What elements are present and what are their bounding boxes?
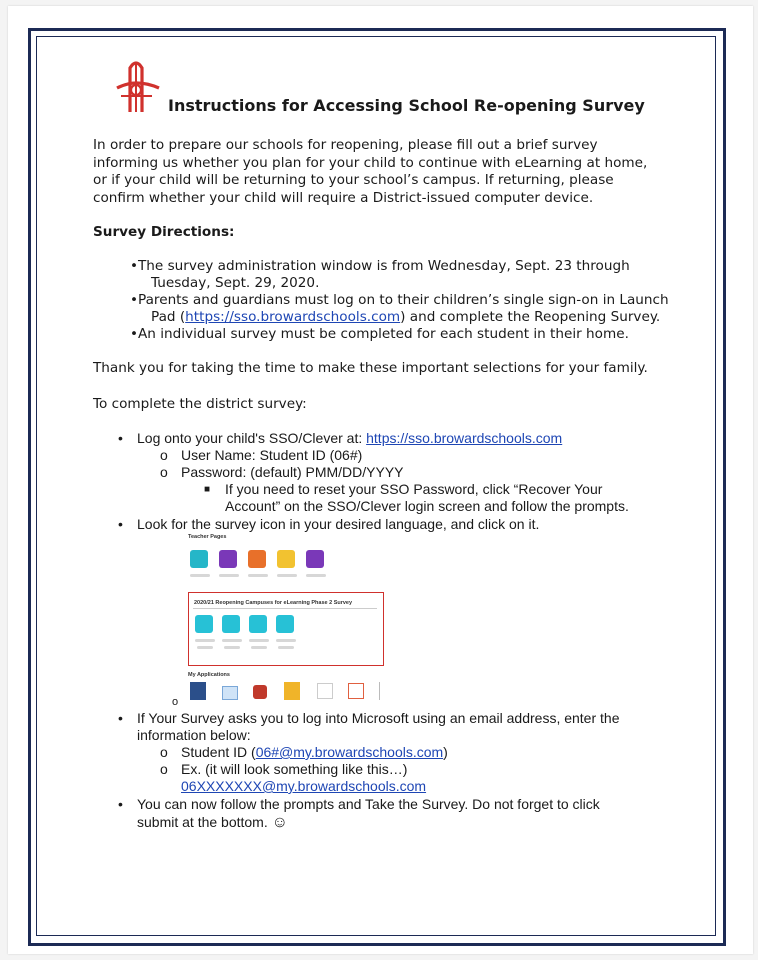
survey-tile-icon[interactable] [276, 615, 294, 633]
step-2: Look for the survey icon in your desired language, and click on it. [137, 516, 540, 532]
app-tile-icon[interactable] [219, 550, 237, 568]
survey-box-title: 2020/21 Reopening Campuses for eLearning Phase 2 Survey [194, 600, 353, 606]
sso-link[interactable]: https://sso.browardschools.com [185, 309, 401, 325]
app-icon[interactable] [253, 685, 267, 699]
survey-tile-icon[interactable] [249, 615, 267, 633]
square-bullet-icon: ■ [204, 484, 211, 495]
bullet-dot-icon: • [118, 430, 123, 446]
divider [193, 608, 377, 609]
bullet-dot-icon: • [118, 710, 123, 726]
circle-bullet-icon: o [172, 696, 179, 708]
app-icon[interactable] [284, 682, 300, 700]
survey-tile-icon[interactable] [222, 615, 240, 633]
step-3-line1: If Your Survey asks you to log into Microsoft using an email address, enter the [137, 710, 620, 726]
page-title: Instructions for Accessing School Re-opening Survey [168, 96, 645, 115]
step-3-example: Ex. (it will look something like this…) [181, 761, 408, 777]
my-applications-label: My Applications [188, 672, 230, 678]
direction-bullet-3: •An individual survey must be completed for each student in their home. [130, 326, 629, 342]
direction-bullet-2: •Parents and guardians must log on to their children’s single sign-on in Launch [130, 292, 669, 308]
step-4-line2: submit at the bottom. ☺ [137, 814, 288, 831]
step-4-line1: You can now follow the prompts and Take the Survey. Do not forget to click [137, 796, 600, 812]
step-3-line2: information below: [137, 727, 251, 743]
survey-tile-icon[interactable] [195, 615, 213, 633]
bullet-dot-icon: • [118, 796, 123, 812]
survey-section-box [188, 592, 384, 666]
teacher-pages-label: Teacher Pages [188, 534, 227, 540]
bullet-dot-icon: • [130, 292, 139, 308]
step-1-password: Password: (default) PMM/DD/YYYY [181, 464, 404, 480]
blurred-label [190, 574, 210, 577]
app-icon[interactable] [317, 683, 333, 699]
blurred-label [306, 574, 326, 577]
launchpad-screenshot [172, 530, 395, 712]
office-app-icon[interactable] [348, 683, 364, 699]
blurred-label [197, 646, 213, 649]
step-1-reset-line1: If you need to reset your SSO Password, click “Recover Your [225, 481, 603, 497]
blurred-label [219, 574, 239, 577]
student-email-link[interactable]: 06#@my.browardschools.com [255, 744, 444, 760]
divider [379, 682, 380, 700]
survey-directions-heading: Survey Directions: [93, 224, 235, 240]
app-tile-icon[interactable] [190, 550, 208, 568]
bullet-dot-icon: • [130, 258, 139, 274]
blurred-label [195, 639, 215, 642]
step-1-reset-line2: Account” on the SSO/Clever login screen and follow the prompts. [225, 498, 629, 514]
blurred-label [249, 639, 269, 642]
app-icon[interactable] [190, 682, 206, 700]
circle-bullet-icon: o [160, 447, 168, 463]
direction-bullet-2-cont: Pad (https://sso.browardschools.com) and complete the Reopening Survey. [151, 309, 661, 325]
rockets-logo-icon [112, 56, 166, 114]
intro-paragraph: In order to prepare our schools for reopening, please fill out a brief survey informing us whether you plan for your child to continue with eLearning at home, or if your child will be returning to your school’s campus. If returning, please confirm whether your child will require a District-issued computer device. [93, 137, 648, 206]
step-3-student-id: Student ID (06#@my.browardschools.com) [181, 744, 448, 760]
smiley-icon: ☺ [271, 814, 288, 831]
blurred-label [251, 646, 267, 649]
blurred-label [222, 639, 242, 642]
bullet-dot-icon: • [130, 326, 139, 342]
app-tile-icon[interactable] [277, 550, 295, 568]
blurred-label [276, 639, 296, 642]
example-email-link[interactable]: 06XXXXXXX@my.browardschools.com [181, 778, 427, 794]
step-1-username: User Name: Student ID (06#) [181, 447, 363, 463]
bullet-dot-icon: • [118, 516, 123, 532]
direction-bullet-1-cont: Tuesday, Sept. 29, 2020. [151, 275, 320, 291]
complete-heading: To complete the district survey: [93, 396, 307, 412]
direction-bullet-1: •The survey administration window is from Wednesday, Sept. 23 through [130, 258, 630, 274]
circle-bullet-icon: o [160, 761, 168, 777]
step-1: Log onto your child's SSO/Clever at: https://sso.browardschools.com [137, 430, 563, 446]
app-tile-icon[interactable] [248, 550, 266, 568]
app-tile-icon[interactable] [306, 550, 324, 568]
circle-bullet-icon: o [160, 744, 168, 760]
blurred-label [248, 574, 268, 577]
blurred-label [278, 646, 294, 649]
blurred-label [224, 646, 240, 649]
sso-clever-link[interactable]: https://sso.browardschools.com [366, 430, 563, 446]
circle-bullet-icon: o [160, 464, 168, 480]
blurred-label [277, 574, 297, 577]
thanks-paragraph: Thank you for taking the time to make these important selections for your family. [93, 360, 648, 376]
app-icon[interactable] [222, 686, 238, 700]
